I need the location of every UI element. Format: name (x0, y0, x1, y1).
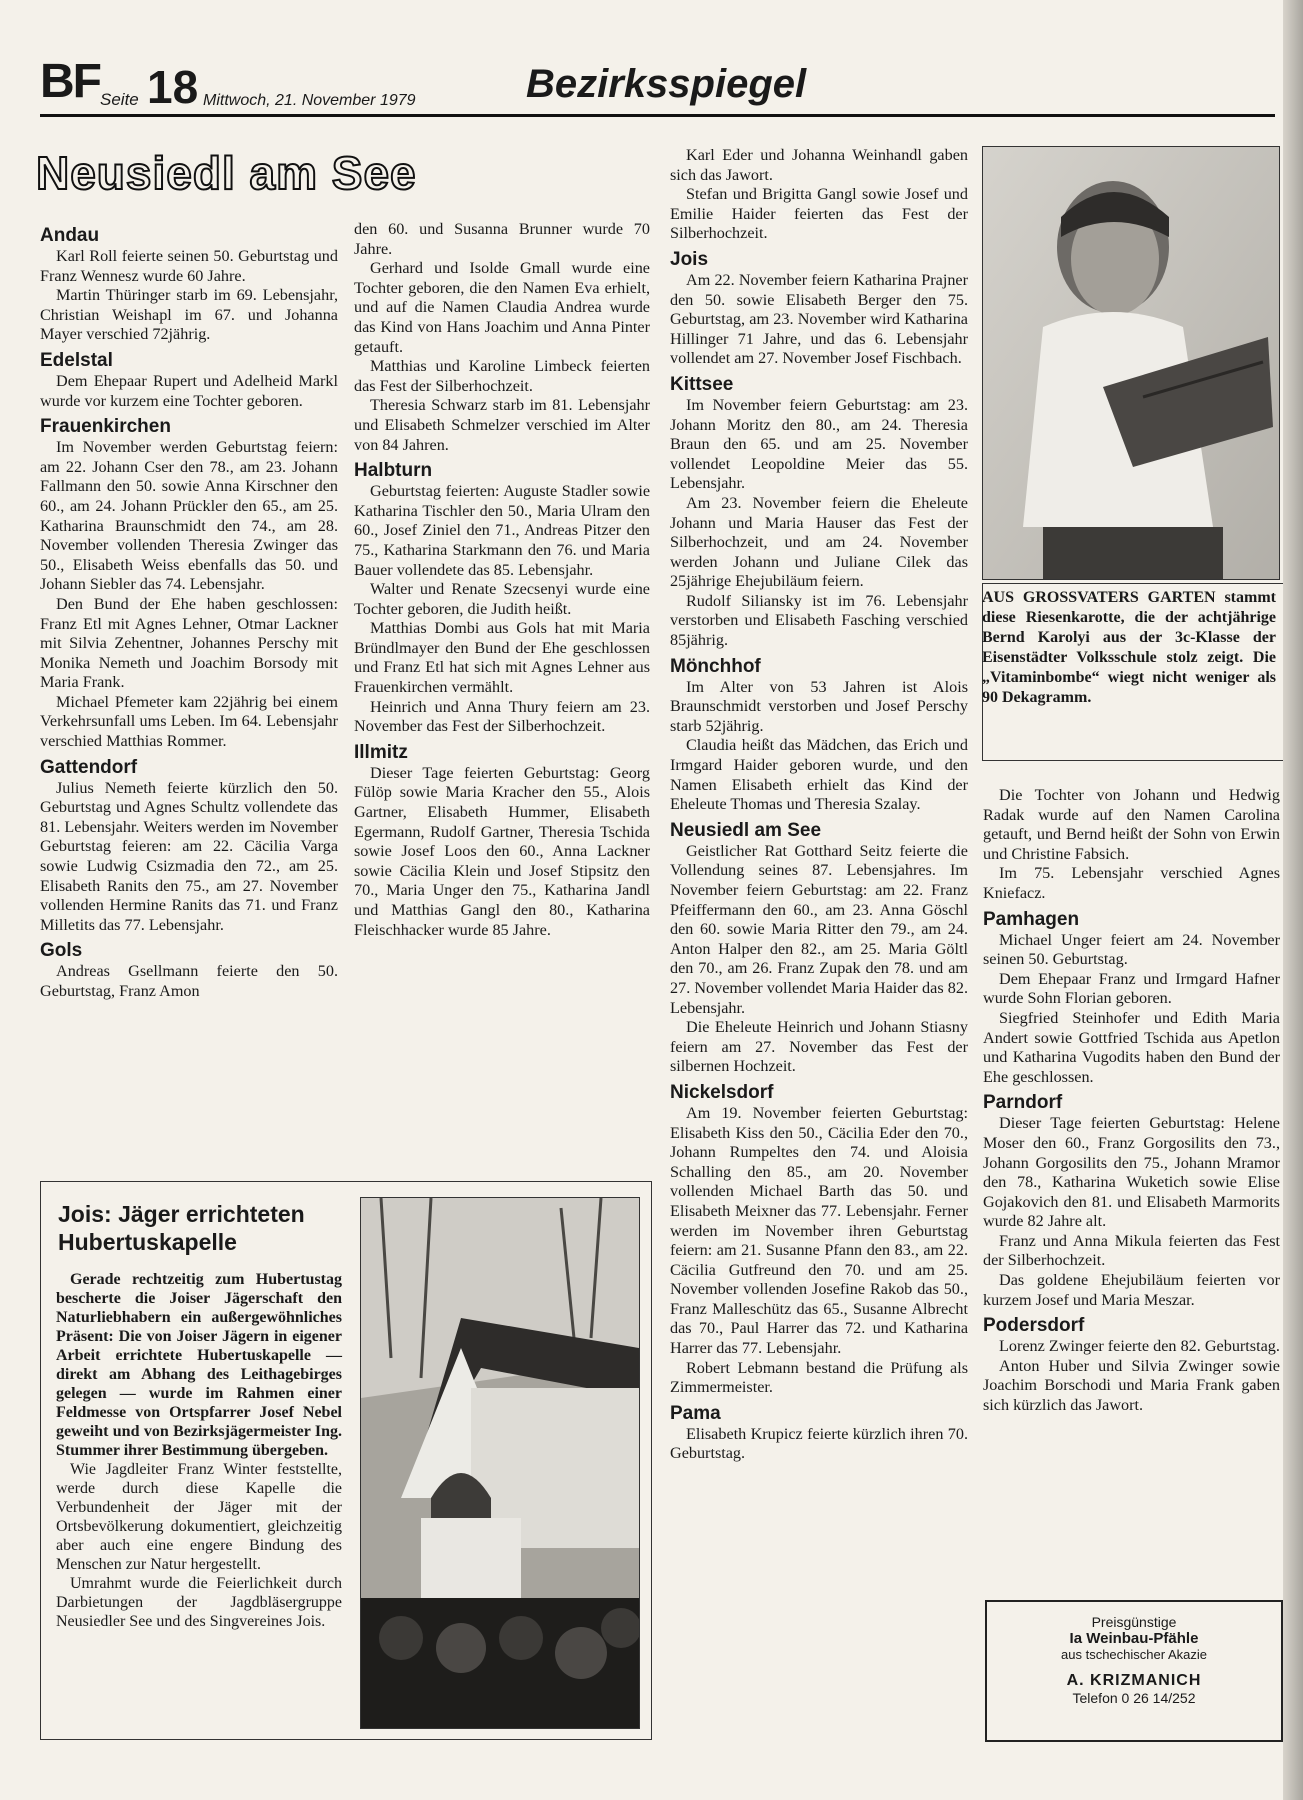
paragraph: Elisabeth Krupicz feierte kürzlich ihren 70. Geburtstag. (670, 1424, 968, 1463)
paragraph: Dem Ehepaar Rupert und Adelheid Markl wurde vor kurzem eine Tochter geboren. (40, 371, 338, 410)
ad-phone: Telefon 0 26 14/252 (1072, 1690, 1196, 1706)
paragraph: Wie Jagdleiter Franz Winter feststellte, werde durch diese Kapelle die Verbundenheit der Jäger mit der Ortsbevölkerung dokumentiert, gleichzeitig aber auch eine engere Bindung des Menschen zur Natur hergestellt. (56, 1461, 342, 1573)
heading-illmitz: Illmitz (354, 741, 408, 763)
paragraph: Rudolf Siliansky ist im 76. Lebensjahr verstorben und Elisabeth Fasching verschied 85jährig. (670, 591, 968, 650)
ad-line: aus tschechischer Akazie (1061, 1647, 1207, 1662)
paragraph: Anton Huber und Silvia Zwinger sowie Joachim Borschodi und Maria Frank gaben sich kürzlich das Jawort. (983, 1356, 1280, 1415)
heading-moenchhof: Mönchhof (670, 655, 761, 677)
photo-boy-with-carrot (982, 146, 1280, 580)
paragraph: Am 19. November feierten Geburtstag: Elisabeth Kiss den 50., Cäcilia Eder den 70., Johann Rumpeltes den 74. und Aloisia Schalling den 85., am 20. November vollenden Michael Barth das 50. und Elisabeth Meixner das 77. Lebensjahr. Ferner werden im November ihren Geburtstag feiern: am 21. Susanne Pfann den 83., am 22. Cäcilia Gutfreund den 70. und am 25. November vollenden Josefine Rakob das 50., Franz Malleschütz das 65., Susanne Albrecht das 70., Paul Harrer das 72. und Katharina Harrer das 77. Lebensjahr. (670, 1103, 968, 1358)
paragraph: Am 22. November feiern Katharina Prajner den 50. sowie Elisabeth Berger den 75. Geburtstag, am 23. November wird Katharina Hillinger 71 Jahre, und das 6. Lebensjahr vollendet am 27. November Josef Fischbach. (670, 270, 968, 368)
heading-edelstal: Edelstal (40, 349, 113, 371)
paragraph: Im 75. Lebensjahr verschied Agnes Kniefacz. (983, 864, 1280, 902)
column-4 (983, 786, 1280, 1416)
paragraph: Dieser Tage feierten Geburtstag: Georg Fülöp sowie Maria Kracher den 55., Alois Gartner, Elisabeth Hummer, Elisabeth Egermann, Rudolf Gartner, Theresia Tschida sowie Josef Loos den 60., Anna Lackner sowie Cäcilia Klein und Josef Stipsitz den 70., Maria Unger den 75., Katharina Jandl und Matthias Gangl den 80., Katharina Fleischhacker wurde 85 Jahre. (354, 763, 650, 939)
paragraph: Im Alter von 53 Jahren ist Alois Braunschmidt verstorben und Josef Perschy starb 52jährig. (670, 677, 968, 735)
newspaper-logo: BF (40, 55, 100, 108)
heading-jois: Jois (670, 248, 709, 270)
paragraph: Karl Eder und Johanna Weinhandl gaben sich das Jawort. (670, 146, 968, 184)
ad-product: Ia Weinbau-Pfähle (1069, 1630, 1199, 1647)
ad-line: Preisgünstige (1091, 1614, 1177, 1630)
heading-pamhagen: Pamhagen (983, 908, 1080, 930)
paragraph: Siegfried Steinhofer und Edith Maria Andert sowie Gottfried Tschida aus Apetlon und Katharina Vugodits haben den Bund der Ehe geschlossen. (983, 1008, 1280, 1086)
jois-article-lead: Gerade rechtzeitig zum Hubertustag bescherte die Joiser Jägerschaft den Naturliebhabern ein außergewöhnliches Präsent: Die von Joiser Jägern in eigener Arbeit errichtete Hubertuskapelle — direkt am Abhang des Leithagebirges gelegen — wurde im Rahmen einer Feldmesse von Ortspfarrer Josef Nebel geweiht und von Bezirksjägermeister Ing. Stummer ihrer Bestimmung übergeben. (56, 1271, 342, 1459)
column-1 (40, 220, 338, 1002)
paragraph: Dieser Tage feierten Geburtstag: Helene Moser den 60., Franz Gorgosilits den 73., Johann Gorgosilits den 75., Johann Mramor den 78., Katharina Wuketich sowie Elise Gojakovich den 81. und Elisabeth Marmorits wurde 82 Jahre alt. (983, 1114, 1280, 1231)
page-label: Seite (100, 90, 139, 109)
paragraph: den 60. und Susanna Brunner wurde 70 Jahre. (354, 220, 650, 258)
paragraph: Umrahmt wurde die Feierlichkeit durch Darbietungen der Jagdbläsergruppe Neusiedler See und des Singvereines Jois. (56, 1575, 342, 1630)
photo-chapel-ceremony (360, 1197, 640, 1729)
paragraph: Gerhard und Isolde Gmall wurde eine Tochter geboren, die den Namen Eva erhielt, und auf die Namen Claudia Andrea wurde das Kind von Hans Joachim und Anna Pinter getauft. (354, 259, 650, 356)
paragraph: Matthias und Karoline Limbeck feierten das Fest der Silberhochzeit. (354, 357, 650, 395)
paragraph: Am 23. November feiern die Eheleute Johann und Maria Hauser das Fest der Silberhochzeit, und am 24. November werden Johann und Juliane Cilek das 25jährige Ehejubiläum feiern. (670, 493, 968, 591)
heading-kittsee: Kittsee (670, 373, 734, 395)
section-title: Bezirksspiegel (526, 62, 807, 106)
paragraph: Heinrich und Anna Thury feiern am 23. November das Fest der Silberhochzeit. (354, 697, 650, 736)
heading-parndorf: Parndorf (983, 1092, 1063, 1114)
column-3 (670, 146, 968, 1464)
ad-company: A. KRIZMANICH (1066, 1672, 1202, 1689)
paragraph: Matthias Dombi aus Gols hat mit Maria Bründlmayer den Bund der Ehe geschlossen und Franz Etl hat sich mit Agnes Lehner aus Frauenkirchen vermählt. (354, 619, 650, 697)
paragraph: Die Tochter von Johann und Hedwig Radak wurde auf den Namen Carolina getauft, und Bernd heißt der Sohn von Erwin und Christine Fabsich. (983, 786, 1280, 863)
paragraph: Im November feiern Geburtstag: am 23. Johann Moritz den 80., am 24. Theresia Braun den 65. und am 25. November vollendet Leopoldine Meier das 55. Lebensjahr. (670, 395, 968, 493)
paragraph: Im November werden Geburtstag feiern: am 22. Johann Cser den 78., am 23. Johann Fallmann den 50. sowie Anna Kirschner den 60., am 24. Johann Prückler den 65., am 25. Katharina Braunschmidt den 74., am 28. November vollenden Theresia Zwinger das 50., Elisabeth Weiss ebenfalls das 50. und Johann Siebler das 74. Lebensjahr. (40, 438, 338, 594)
paragraph: Robert Lebmann bestand die Prüfung als Zimmermeister. (670, 1358, 968, 1397)
issue-date: Mittwoch, 21. November 1979 (203, 92, 416, 109)
paragraph: Claudia heißt das Mädchen, das Erich und Irmgard Haider geboren wurde, und den Namen Elisabeth erhielt das Kind der Eheleute Thomas und Theresia Szalay. (670, 736, 968, 814)
paragraph: Franz und Anna Mikula feierten das Fest der Silberhochzeit. (983, 1231, 1280, 1270)
header-rule (40, 114, 1275, 117)
page-number: 18 (147, 61, 199, 113)
page-edge-shadow (1283, 0, 1303, 1800)
paragraph: Stefan und Brigitta Gangl sowie Josef und Emilie Haider feierten das Fest der Silberhochzeit. (670, 185, 968, 243)
column-2 (354, 220, 650, 940)
paragraph: Michael Unger feiert am 24. November seinen 50. Geburtstag. (983, 930, 1280, 969)
district-title: Neusiedl am See (36, 147, 417, 199)
paragraph: Die Eheleute Heinrich und Johann Stiasny feiern am 27. November das Fest der silbernen Hochzeit. (670, 1018, 968, 1076)
photo-illustration (361, 1198, 639, 1728)
paragraph: Lorenz Zwinger feierte den 82. Geburtstag. (999, 1337, 1280, 1356)
paragraph: Walter und Renate Szecsenyi wurde eine Tochter geboren, die Judith heißt. (354, 580, 650, 618)
paragraph: Michael Pfemeter kam 22jährig bei einem Verkehrsunfall ums Leben. Im 64. Lebensjahr verschied Matthias Rommer. (40, 692, 338, 751)
advertisement-krizmanich (985, 1600, 1283, 1742)
heading-nickelsdorf: Nickelsdorf (670, 1081, 774, 1103)
heading-gols: Gols (40, 940, 83, 962)
heading-frauenkirchen: Frauenkirchen (40, 416, 171, 438)
heading-podersdorf: Podersdorf (983, 1315, 1085, 1337)
jois-article-body (56, 1270, 342, 1631)
jois-article-title: Jois: Jäger errichteten Hubertuskapelle (58, 1201, 305, 1255)
heading-gattendorf: Gattendorf (40, 756, 138, 778)
paragraph: Theresia Schwarz starb im 81. Lebensjahr und Elisabeth Schmelzer verschied im Alter von 84 Jahren. (354, 396, 650, 454)
paragraph: Dem Ehepaar Franz und Irmgard Hafner wurde Sohn Florian geboren. (983, 969, 1280, 1008)
paragraph: Martin Thüringer starb im 69. Lebensjahr, Christian Weishapl im 67. und Johanna Mayer verschied 72jährig. (40, 286, 338, 344)
photo-caption: AUS GROSSVATERS GARTEN stammt diese Riesenkarotte, die der achtjährige Bernd Karolyi aus der 3c-Klasse der Eisenstädter Volksschule stolz zeigt. Die „Vitaminbombe“ wiegt nicht weniger als 90 Dekagramm. (982, 589, 1276, 706)
paragraph: Andreas Gsellmann feierte den 50. Geburtstag, Franz Amon (40, 962, 338, 1000)
photo-illustration (983, 147, 1279, 579)
heading-pama: Pama (670, 1402, 721, 1424)
heading-neusiedl: Neusiedl am See (670, 819, 822, 841)
paragraph: Julius Nemeth feierte kürzlich den 50. Geburtstag und Agnes Schultz vollendete das 81. Lebensjahr. Weiters werden im November Geburtstag feieren: am 22. Cäcilia Varga sowie Ludwig Csizmadia den 72., am 25. Elisabeth Ranits den 75., am 27. November vollenden Hermine Ranits das 71. und Franz Milletits das 77. Lebensjahr. (40, 778, 338, 934)
paragraph: Geburtstag feierten: Auguste Stadler sowie Katharina Tischler den 50., Maria Ulram den 60., Josef Ziniel den 71., Andreas Pitzer den 75., Katharina Starkmann den 76. und Maria Bauer vollendete das 85. Lebensjahr. (354, 482, 650, 579)
heading-halbturn: Halbturn (354, 460, 433, 482)
heading-andau: Andau (40, 225, 100, 246)
paragraph: Geistlicher Rat Gotthard Seitz feierte die Vollendung seines 87. Lebensjahres. Im November feiern Geburtstag: am 22. Franz Pfeiffermann den 60., am 23. Anna Göschl den 60. sowie Maria Ritter den 79., am 24. Anton Halper den 82., am 25. Maria Göltl den 70., am 26. Franz Zupak den 78. und am 27. November vollendet Maria Haider das 82. Lebensjahr. (670, 841, 968, 1017)
paragraph: Den Bund der Ehe haben geschlossen: Franz Etl mit Agnes Lehner, Otmar Lackner mit Silvia Zehentner, Johannes Perschy mit Monika Nemeth und Joachim Borsody mit Maria Frank. (40, 594, 338, 692)
paragraph: Karl Roll feierte seinen 50. Geburtstag und Franz Wennesz wurde 60 Jahre. (40, 247, 338, 285)
paragraph: Das goldene Ehejubiläum feierten vor kurzem Josef und Maria Meszar. (983, 1271, 1280, 1309)
